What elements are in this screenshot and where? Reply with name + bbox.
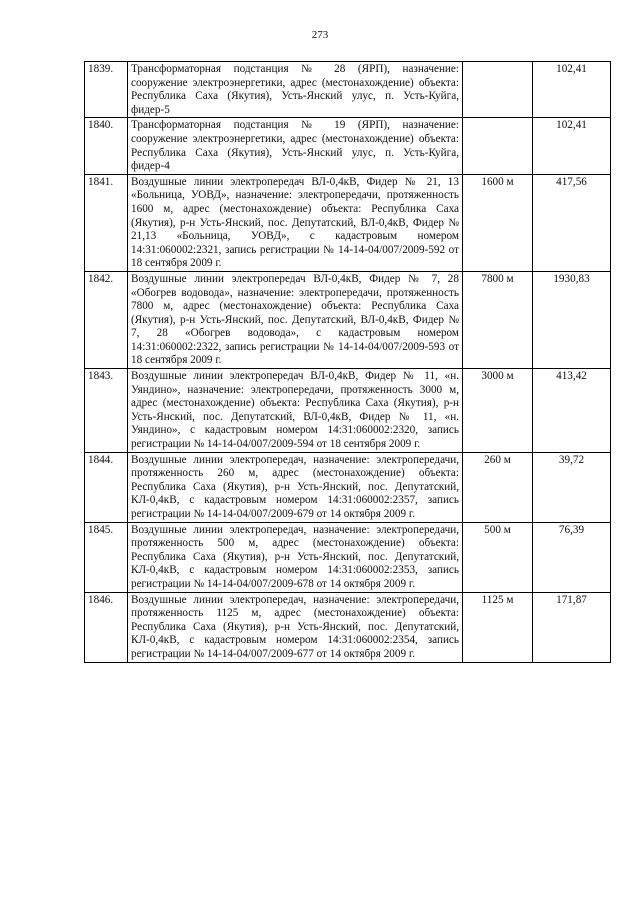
row-length: 3000 м [463, 369, 533, 453]
row-value: 102,41 [533, 118, 611, 174]
row-number: 1845. [85, 522, 128, 592]
table-row [85, 592, 611, 662]
row-length: 7800 м [463, 271, 533, 368]
table-row [85, 174, 611, 271]
row-number: 1840. [85, 118, 128, 174]
row-number: 1841. [85, 174, 128, 271]
row-length: 1600 м [463, 174, 533, 271]
row-value: 171,87 [533, 592, 611, 662]
page-number: 273 [311, 29, 329, 41]
table-row [85, 271, 611, 368]
row-value: 76,39 [533, 522, 611, 592]
row-description: Воздушные линии электропередач, назначение: электропередачи, протяженность 500 м, адрес (местонахождение) объекта: Республика Саха (Якутия), р-н Усть-Янский, пос. Депутатский, КЛ-0,4кВ, с кадастровым номером 14:31:060002:2353, запись регистрации № 14-14-04/007/2009-678 от 14 октября 2009 г. [128, 522, 463, 592]
row-length [463, 118, 533, 174]
row-number: 1846. [85, 592, 128, 662]
row-number: 1842. [85, 271, 128, 368]
row-value: 39,72 [533, 452, 611, 522]
row-description: Воздушные линии электропередач ВЛ-0,4кВ, Фидер № 21, 13 «Больница, УОВД», назначение: электропередачи, протяженность 1600 м, адрес (местонахождение) объекта: Республика Саха (Якутия), р-н Усть-Янский, пос. Депутатский, ВЛ-0,4кВ, Фидер № 21,13 «Больница, УОВД», с кадастровым номером 14:31:060002:2321, запись регистрации № 14-14-04/007/2009-592 от 18 сентября 2009 г. [128, 174, 463, 271]
row-value: 102,41 [533, 62, 611, 118]
row-length: 1125 м [463, 592, 533, 662]
row-number: 1844. [85, 452, 128, 522]
row-description: Воздушные линии электропередач ВЛ-0,4кВ, Фидер № 11, «н. Уяндино», назначение: электропередачи, протяженность 3000 м, адрес (местонахождение) объекта: Республика Саха (Якутия), р-н Усть-Янский, пос. Депутатский, ВЛ-0,4кВ, Фидер № 11, «н. Уяндино», с кадастровым номером 14:31:060002:2320, запись регистрации № 14-14-04/007/2009-594 от 18 сентября 2009 г. [128, 369, 463, 453]
row-length [463, 62, 533, 118]
table-row [85, 452, 611, 522]
row-description: Трансформаторная подстанция № 28 (ЯРП), назначение: сооружение электроэнергетики, адрес (местонахождение) объекта: Республика Саха (Якутия), Усть-Янский улус, п. Усть-Куйга, фидер-5 [128, 62, 463, 118]
row-description: Трансформаторная подстанция № 19 (ЯРП), назначение: сооружение электроэнергетики, адрес (местонахождение) объекта: Республика Саха (Якутия), Усть-Янский улус, п. Усть-Куйга, фидер-4 [128, 118, 463, 174]
table-row [85, 522, 611, 592]
table-row [85, 118, 611, 174]
property-registry-table [84, 61, 611, 663]
table-row [85, 62, 611, 118]
row-length: 260 м [463, 452, 533, 522]
row-description: Воздушные линии электропередач, назначение: электропередачи, протяженность 260 м, адрес (местонахождение) объекта: Республика Саха (Якутия), р-н Усть-Янский, пос. Депутатский, КЛ-0,4кВ, с кадастровым номером 14:31:060002:2357, запись регистрации № 14-14-04/007/2009-679 от 14 октября 2009 г. [128, 452, 463, 522]
row-value: 413,42 [533, 369, 611, 453]
row-description: Воздушные линии электропередач, назначение: электропередачи, протяженность 1125 м, адрес (местонахождение) объекта: Республика Саха (Якутия), р-н Усть-Янский, пос. Депутатский, КЛ-0,4кВ, с кадастровым номером 14:31:060002:2354, запись регистрации № 14-14-04/007/2009-677 от 14 октября 2009 г. [128, 592, 463, 662]
row-number: 1839. [85, 62, 128, 118]
row-value: 1930,83 [533, 271, 611, 368]
row-value: 417,56 [533, 174, 611, 271]
table-row [85, 369, 611, 453]
row-length: 500 м [463, 522, 533, 592]
row-number: 1843. [85, 369, 128, 453]
row-description: Воздушные линии электропередач ВЛ-0,4кВ, Фидер № 7, 28 «Обогрев водовода», назначение: электропередачи, протяженность 7800 м, адрес (местонахождение) объекта: Республика Саха (Якутия), р-н Усть-Янский, пос. Депутатский, ВЛ-0,4кВ, Фидер № 7, 28 «Обогрев водовода», с кадастровым номером 14:31:060002:2322, запись регистрации № 14-14-04/007/2009-593 от 18 сентября 2009 г. [128, 271, 463, 368]
